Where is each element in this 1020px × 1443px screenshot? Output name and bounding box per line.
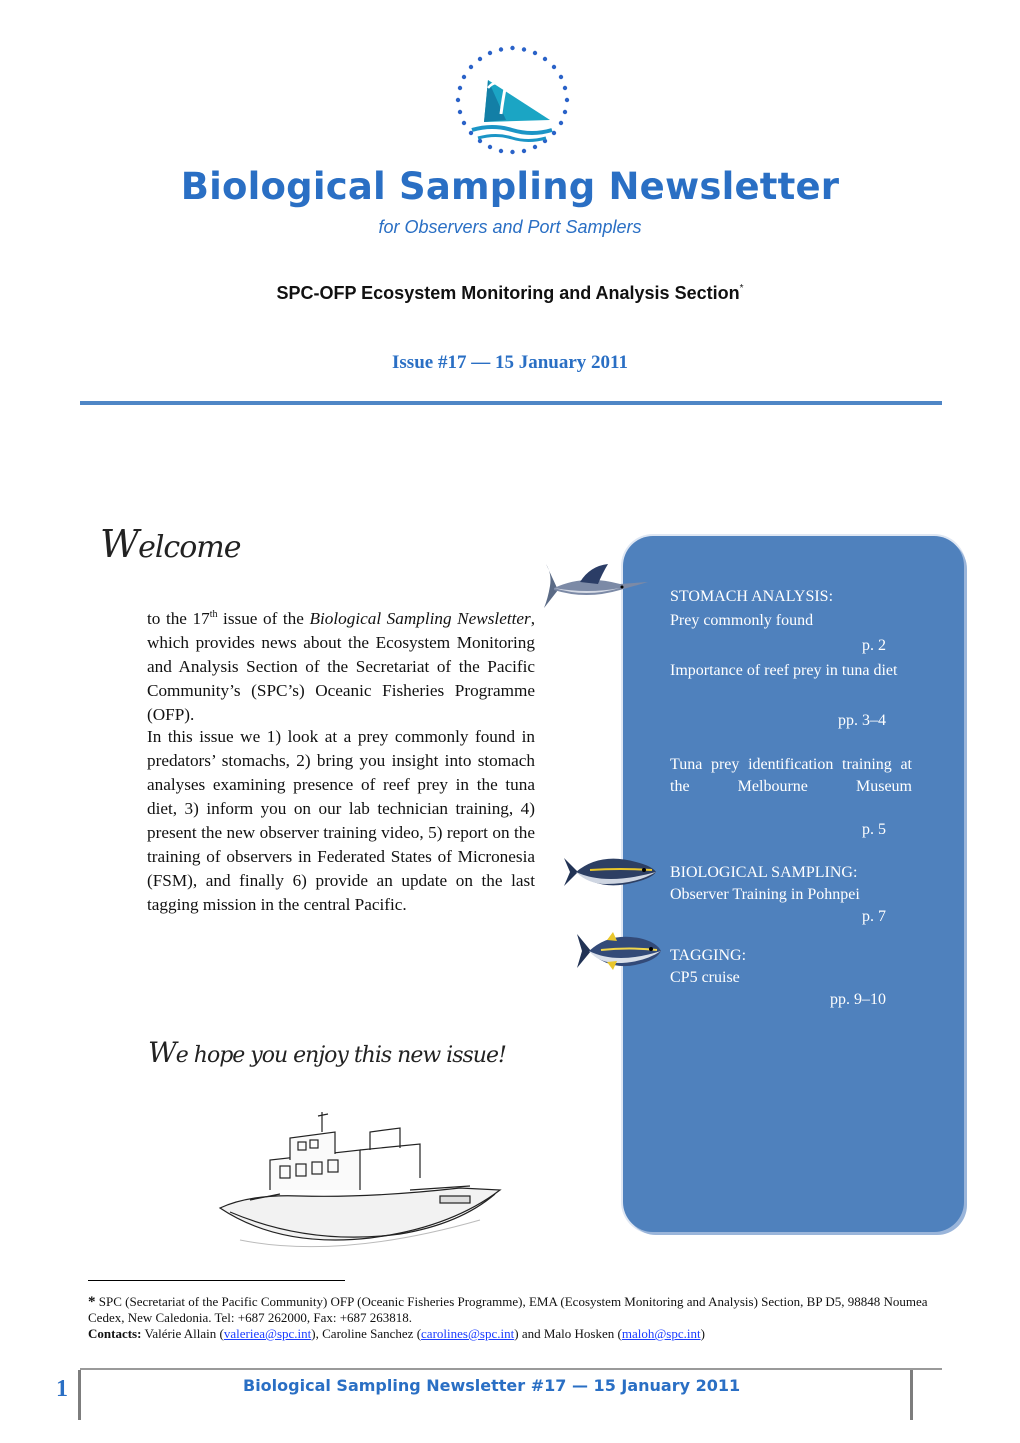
intro-paragraph: [147, 607, 535, 727]
newsletter-subtitle: for Observers and Port Samplers: [378, 217, 642, 237]
footnote-mark: *: [739, 283, 744, 294]
toc-item-cp5-cruise[interactable]: CP5 cruise: [670, 969, 740, 986]
email-link-caroline[interactable]: carolines@spc.int: [421, 1326, 515, 1341]
toc-item-reef-prey[interactable]: Importance of reef prey in tuna diet: [670, 662, 898, 679]
toc-page: pp. 3–4: [838, 712, 886, 729]
footer-title: Biological Sampling Newsletter #17 — 15 January 2011: [243, 1376, 741, 1395]
footnote-separator: [88, 1280, 345, 1281]
footnote: [88, 1294, 948, 1342]
header-divider: [80, 401, 942, 405]
toc-item-prey[interactable]: Prey commonly found: [670, 612, 814, 629]
section-name: SPC-OFP Ecosystem Monitoring and Analysis Section: [276, 283, 740, 303]
toc-page: pp. 9–10: [830, 991, 886, 1008]
yellowfin-tuna-illustration: [560, 848, 660, 896]
email-link-malo[interactable]: maloh@spc.int: [621, 1326, 701, 1341]
email-link-valerie[interactable]: valeriea@spc.int: [223, 1326, 312, 1341]
page-number: 1: [56, 1376, 68, 1402]
intro-text-a: to the 17: [147, 609, 210, 628]
contact-name: Valérie Allain (: [141, 1326, 224, 1341]
toc-item-training[interactable]: Tuna prey identification training at the Melbourne Museum: [670, 756, 912, 795]
closing-line: [148, 1036, 506, 1069]
closing-rest: e hope you enjoy this new issue!: [175, 1043, 506, 1068]
footer-right-bar: [910, 1370, 913, 1420]
intro-ordinal: th: [209, 609, 218, 620]
contact-name: ) and Malo Hosken (: [514, 1326, 622, 1341]
spc-logo: [450, 40, 575, 165]
footer-divider: [80, 1368, 942, 1370]
contacts-label: Contacts:: [88, 1326, 142, 1341]
fishing-boat-illustration: [210, 1110, 510, 1260]
newsletter-title: Biological Sampling Newsletter: [180, 165, 840, 208]
overview-paragraph: In this issue we 1) look at a prey commonly found in predators’ stomachs, 2) bring you insight into stomach analyses examining presence of reef prey in the tuna diet, 3) inform you on our lab technician training, 4) present the new observer training video, 5) report on the training of observers in Federated States of Micronesia (FSM), and finally 6) provide an update on the last tagging mission in the central Pacific.: [147, 727, 535, 914]
contact-name: ), Caroline Sanchez (: [311, 1326, 422, 1341]
footnote-star: *: [88, 1294, 96, 1310]
toc-page: p. 5: [862, 821, 886, 838]
toc-tagging-heading: TAGGING:: [670, 947, 747, 964]
intro-text-b: issue of the: [217, 609, 310, 628]
toc-page: p. 7: [862, 908, 886, 925]
marlin-illustration: [540, 558, 650, 628]
issue-line: Issue #17 — 15 January 2011: [392, 352, 628, 373]
closing-cap: W: [148, 1036, 176, 1069]
section-title: [0, 283, 1020, 304]
intro-newsletter-name: Biological Sampling Newsletter: [309, 609, 531, 628]
bigeye-tuna-illustration: [573, 926, 665, 976]
welcome-heading: [100, 522, 240, 566]
intro-text-c: , which provides news about the Ecosystem Monitoring and Analysis Section of the Secretariat of the Pacific Community’s (SPC’s) Oceanic Fisheries Programme (OFP).: [147, 609, 535, 724]
footnote-text: SPC (Secretariat of the Pacific Community) OFP (Oceanic Fisheries Programme), EMA (Ecosystem Monitoring and Analysis) Section, BP D5, 98848 Noumea Cedex, New Caledonia. Tel: +687 262000, Fax: +687 263818.: [88, 1294, 928, 1325]
toc-item-observer-training[interactable]: Observer Training in Pohnpei: [670, 886, 860, 903]
toc-page: p. 2: [862, 637, 886, 654]
footer-left-bar: [78, 1370, 81, 1420]
welcome-cap: W: [100, 522, 139, 566]
logo-waves: [472, 127, 552, 133]
welcome-rest: elcome: [138, 530, 241, 565]
toc-stomach-heading: STOMACH ANALYSIS:: [670, 588, 834, 605]
contact-end: ): [700, 1326, 705, 1341]
toc-biosampling-heading: BIOLOGICAL SAMPLING:: [670, 864, 858, 881]
